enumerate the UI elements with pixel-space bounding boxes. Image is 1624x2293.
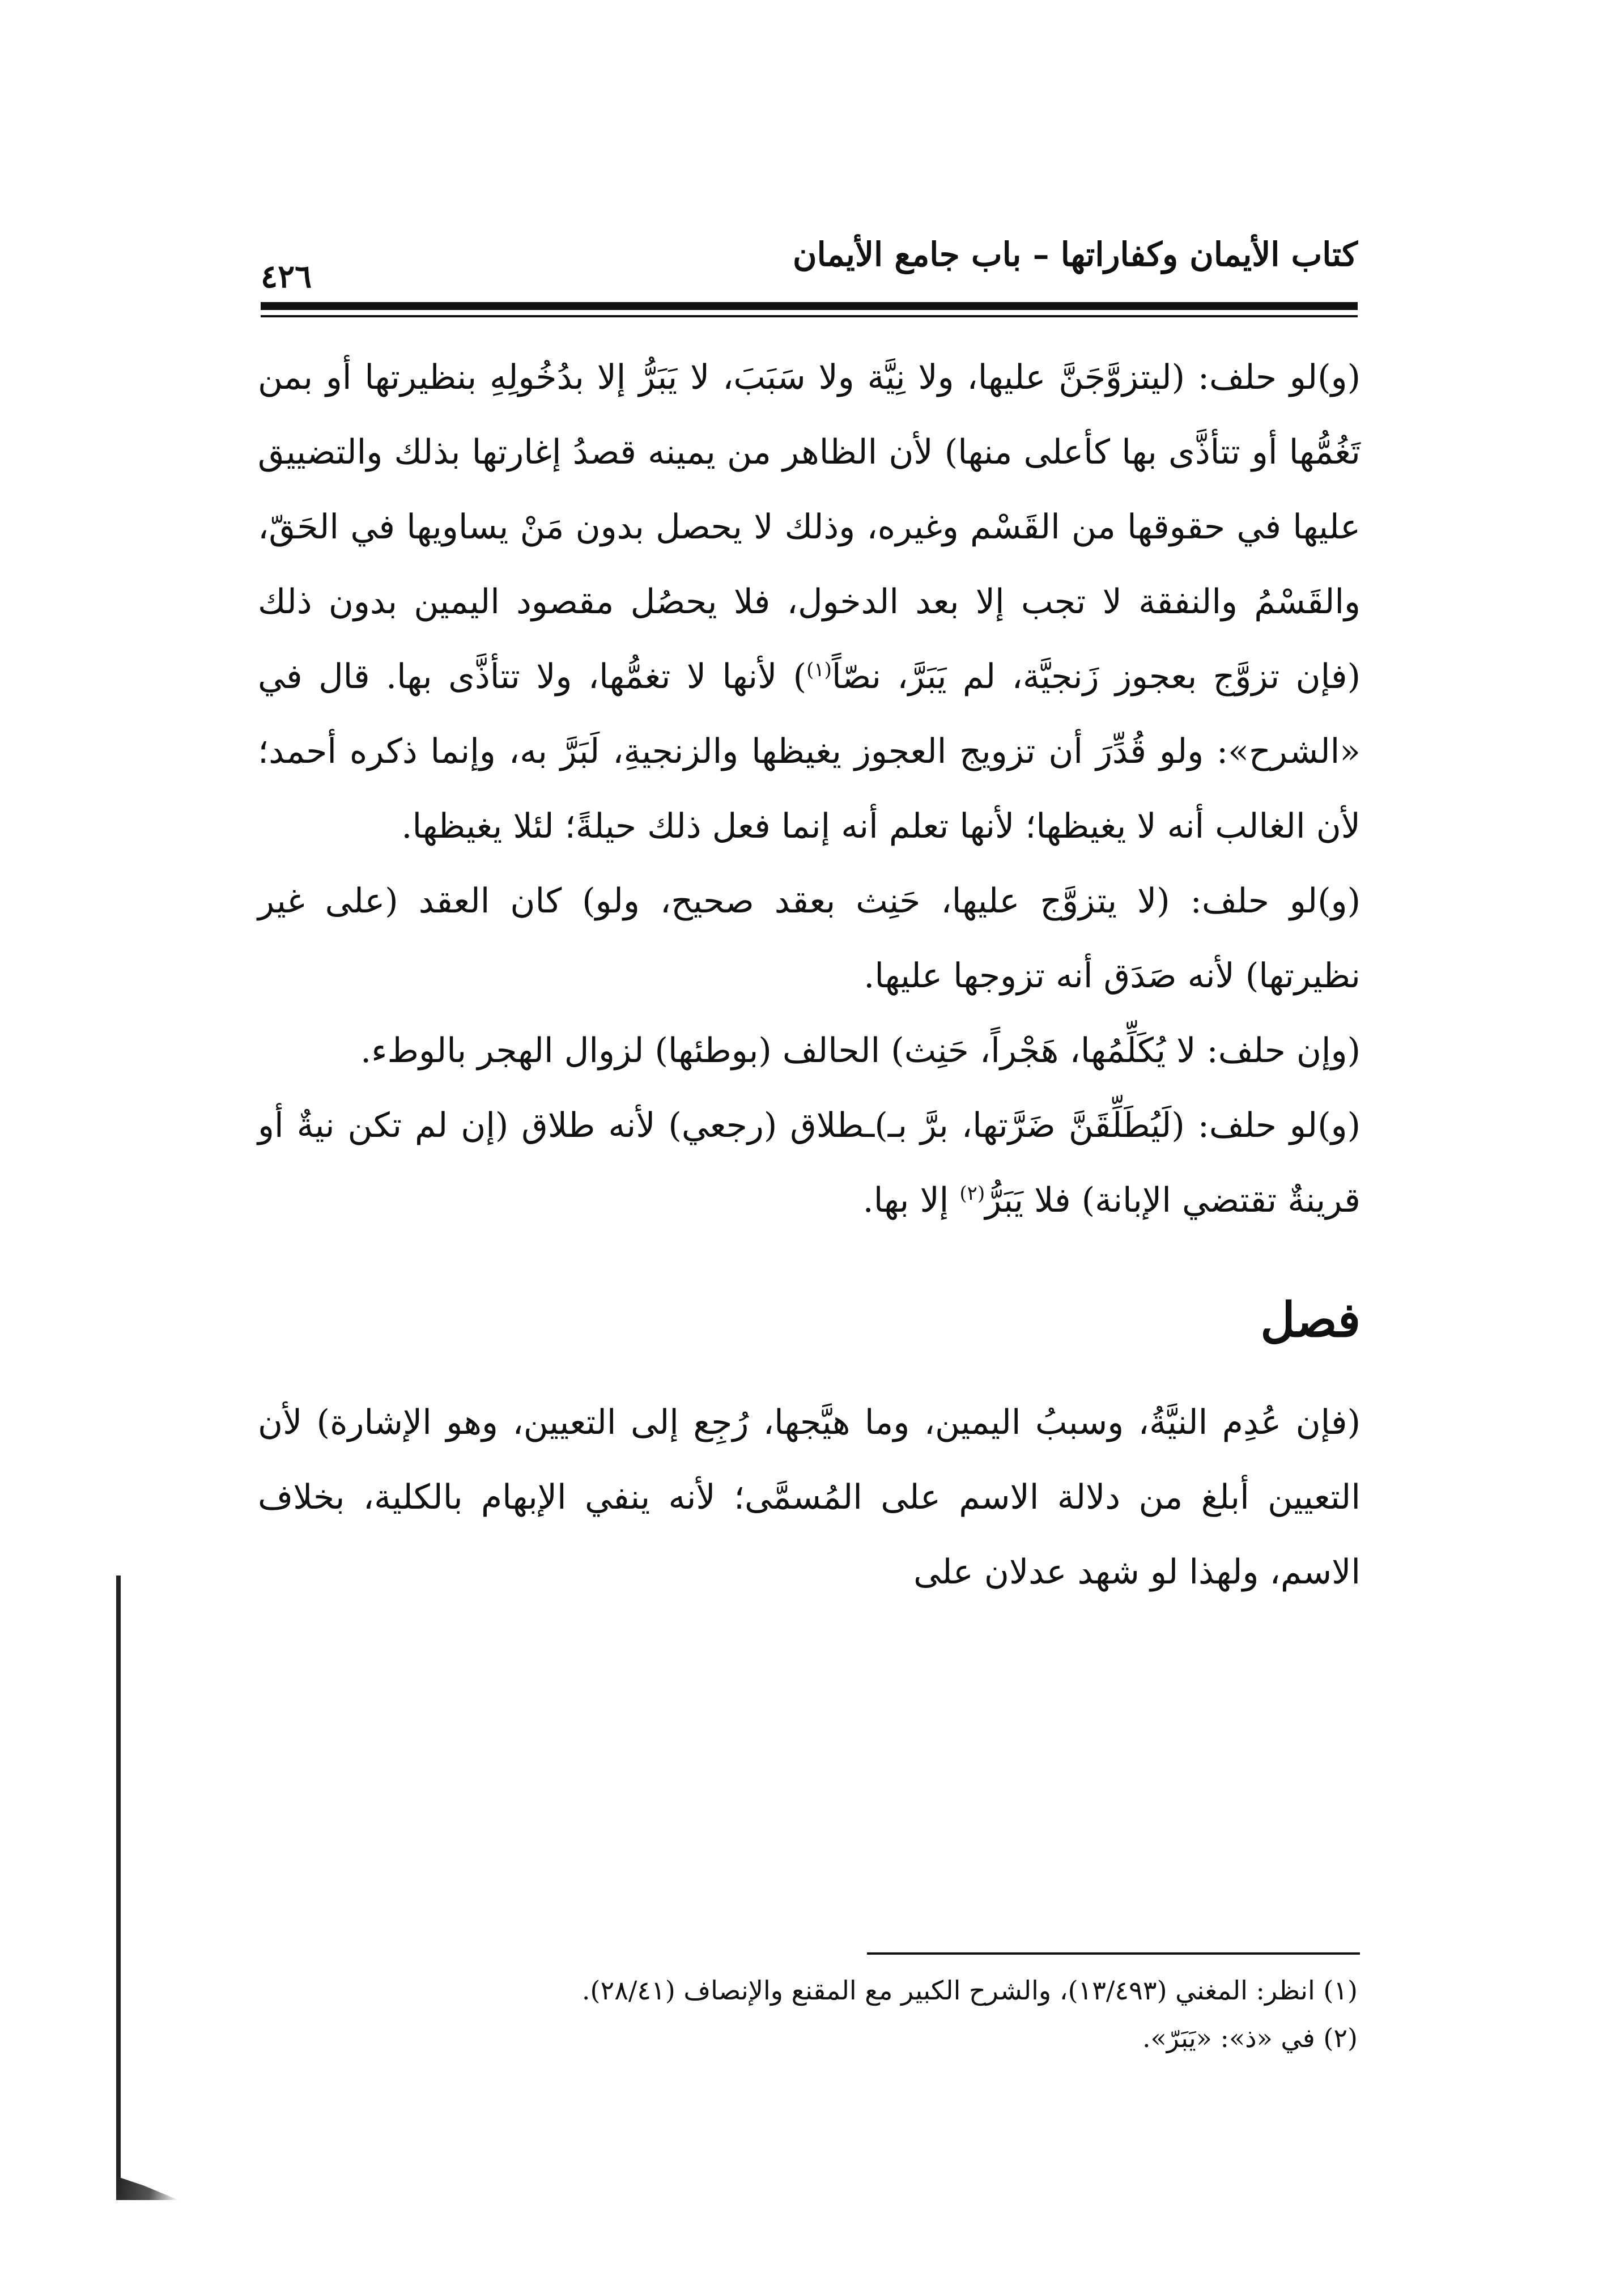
paragraph-1-part-1: (و)لو حلف: (ليتزوَّجَنَّ عليها، ولا نِيَّة ولا سَبَبَ، لا يَبَرُّ إلا بدُخُولِهِ بنظيرتها أو بمن تَغُمُّها أو تتأذَّى بها كأعلى منها) لأن الظاهر من يمينه قصدُ إغارتها بذلك والتضييق عليها في حقوقها من القَسْم وغيره، وذلك لا يحصل بدون مَنْ يساويها في الحَقّ، والقَسْمُ والنفقة لا تجب إلا بعد الدخول، فلا يحصُل مقصود اليمين بدون ذلك (فإن تزوَّج بعجوز زَنجيَّة، لم يَبَرَّ، نصّاً: [258, 358, 1361, 697]
footnote-1: (١) انظر: المغني (١٣/٤٩٣)، والشرح الكبير مع المقنع والإنصاف (٢٨/٤١).: [581, 1975, 1358, 2006]
running-title: كتاب الأيمان وكفاراتها – باب جامع الأيمان: [793, 235, 1358, 274]
book-spine-edge: [116, 1576, 121, 2199]
paragraph-1-part-2: ) لأنها لا تغمُّها، ولا تتأذَّى بها. قال في «الشرح»: ولو قُدِّرَ أن تزويج العجوز يغيظها والزنجيةِ، لَبَرَّ به، وإنما ذكره أحمد؛ لأن الغالب أنه لا يغيظها؛ لأنها تعلم أنه إنما فعل ذلك حيلةً؛ لئلا يغيظها.: [258, 657, 1361, 846]
header-rule-thin: [261, 315, 1358, 317]
footnote-2: (٢) في «ذ»: «يَبَرّ».: [1142, 2023, 1358, 2053]
header-rule-thick: [261, 302, 1358, 310]
main-text: [258, 340, 1361, 1610]
paragraph-5: (فإن عُدِم النيَّةُ، وسببُ اليمين، وما هيَّجها، رُجِع إلى التعيين، وهو الإشارة) لأن التعيين أبلغ من دلالة الاسم على المُسمَّى؛ لأنه ينفي الإبهام بالكلية، بخلاف الاسم، ولهذا لو شهد عدلان على: [258, 1403, 1361, 1592]
book-spine-shadow: [116, 2176, 178, 2200]
page-number: ٤٢٦: [261, 258, 312, 295]
paragraph-3: (وإن حلف: لا يُكَلِّمُها، هَجْراً، حَنِث) الحالف (بوطئها) لزوال الهجر بالوطء.: [360, 1031, 1361, 1071]
paragraph-4: [258, 1088, 1361, 1238]
paragraph-2: (و)لو حلف: (لا يتزوَّج عليها، حَنِث بعقد صحيح، ولو) كان العقد (على غير نظيرتها) لأنه صَدَق أنه تزوجها عليها.: [258, 881, 1361, 996]
footnote-ref-2: (٢): [959, 1182, 985, 1205]
page-header: [261, 235, 1358, 295]
footnote-separator: [867, 1952, 1360, 1955]
paragraph-4-part-2: إلا بها.: [862, 1181, 960, 1220]
footnotes: [397, 1967, 1358, 2062]
footnote-ref-1: (١): [806, 659, 832, 681]
paragraph-4-part-1: (و)لو حلف: (لَيُطَلِّقَنَّ ضَرَّتها، برَّ بـ)ـطلاق (رجعي) لأنه طلاق (إن لم تكن نيةٌ أو قرينةٌ تقتضي الإبانة) فلا يَبَرُّ: [258, 1106, 1361, 1220]
section-heading: فصل: [1260, 1292, 1361, 1348]
paragraph-1: [258, 340, 1361, 864]
